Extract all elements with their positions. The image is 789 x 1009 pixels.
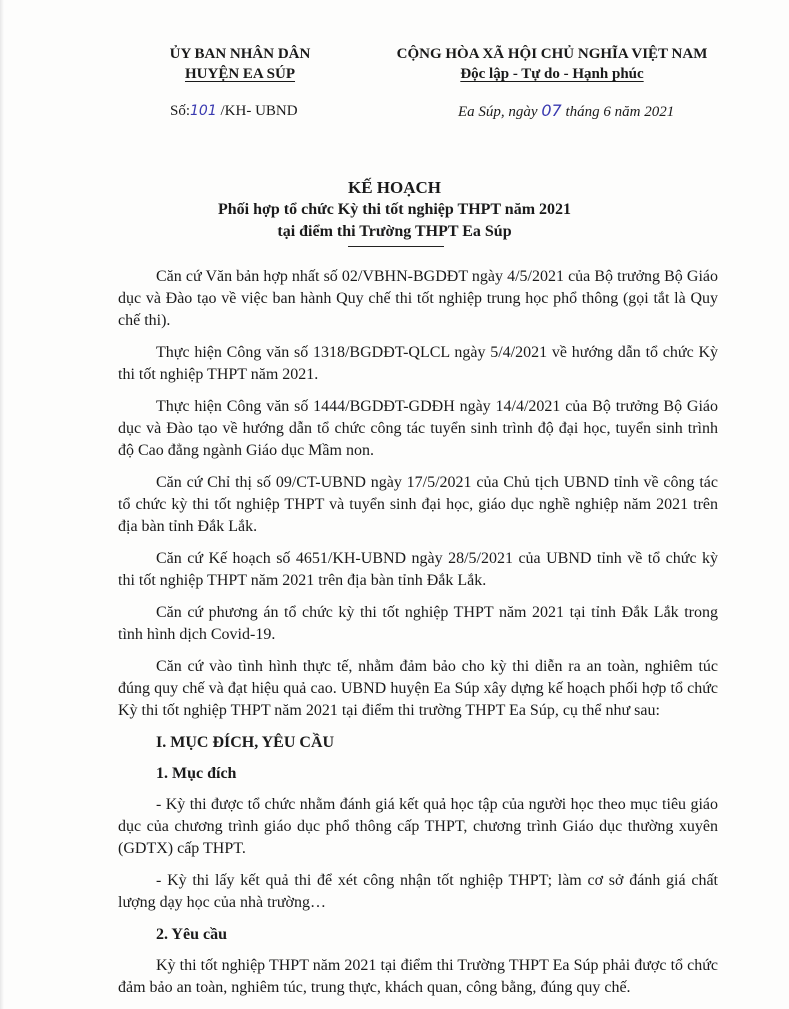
doc-number-handwritten: 101: [190, 103, 217, 119]
doc-number-suffix: /KH- UBND: [216, 103, 298, 119]
document-title: [0, 177, 789, 243]
title-line-2: Phối hợp tổ chức Kỳ thi tốt nghiệp THPT năm 2021: [217, 201, 572, 218]
country-name: CỘNG HÒA XÃ HỘI CHỦ NGHĨA VIỆT NAM: [396, 46, 708, 62]
paragraph-3: Thực hiện Công văn số 1444/BGDĐT-GDĐH ngày 14/4/2021 của Bộ trưởng Bộ Giáo dục và Đào tạo về hướng dẫn tổ chức công tác tuyển sinh trình độ đại học, tuyển sinh trình độ Cao đẳng ngành Giáo dục Mầm non.: [118, 398, 718, 459]
paragraph-1: Căn cứ Văn bản hợp nhất số 02/VBHN-BGDĐT ngày 4/5/2021 của Bộ trưởng Bộ Giáo dục và Đào tạo về việc ban hành Quy chế thi tốt nghiệp trung học phổ thông (gọi tắt là Quy chế thi).: [118, 268, 718, 329]
authority-line-1: ỦY BAN NHÂN DÂN: [169, 46, 311, 62]
paragraph-5: Căn cứ Kế hoạch số 4651/KH-UBND ngày 28/5/2021 của UBND tỉnh về tổ chức kỳ thi tốt nghiệp THPT năm 2021 trên địa bàn tỉnh Đắk Lắk.: [118, 550, 718, 589]
section-heading-1: I. MỤC ĐÍCH, YÊU CẦU: [156, 734, 335, 751]
paragraph-6: Căn cứ phương án tổ chức kỳ thi tốt nghiệp THPT năm 2021 tại tỉnh Đắk Lắk trong tình hình dịch Covid-19.: [118, 604, 718, 643]
title-line-3: tại điểm thi Trường THPT Ea Súp: [277, 223, 512, 240]
paragraph-8: - Kỳ thi được tổ chức nhằm đánh giá kết quả học tập của người học theo mục tiêu giáo dục của chương trình giáo dục phổ thông cấp THPT, chương trình Giáo dục thường xuyên (GDTX) cấp THPT.: [118, 796, 718, 857]
document-body: [118, 266, 718, 1009]
date-suffix: tháng 6 năm 2021: [561, 104, 675, 120]
paragraph-7: Căn cứ vào tình hình thực tế, nhằm đảm bảo cho kỳ thi diễn ra an toàn, nghiêm túc đúng quy chế và đạt hiệu quả cao. UBND huyện Ea Súp xây dựng kế hoạch phối hợp tổ chức Kỳ thi tốt nghiệp THPT năm 2021 tại điểm thi trường THPT Ea Súp, cụ thể như sau:: [118, 658, 718, 719]
document-date: [458, 101, 674, 122]
title-line-1: KẾ HOẠCH: [347, 178, 442, 197]
paragraph-10: Kỳ thi tốt nghiệp THPT năm 2021 tại điểm thi Trường THPT Ea Súp phải được tổ chức đảm bảo an toàn, nghiêm túc, trung thực, khách quan, công bằng, đúng quy chế.: [118, 957, 718, 996]
doc-number-prefix: Số:: [170, 103, 191, 119]
date-day-handwritten: 07: [541, 101, 562, 120]
title-underline: [348, 246, 444, 247]
paragraph-4: Căn cứ Chỉ thị số 09/CT-UBND ngày 17/5/2021 của Chủ tịch UBND tỉnh về công tác tổ chức kỳ thi tốt nghiệp THPT và tuyển sinh đại học, giáo dục nghề nghiệp năm 2021 trên địa bàn tỉnh Đắk Lắk.: [118, 474, 718, 535]
paragraph-2: Thực hiện Công văn số 1318/BGDĐT-QLCL ngày 5/4/2021 về hướng dẫn tổ chức Kỳ thi tốt nghiệp THPT năm 2021.: [118, 344, 718, 383]
subheading-purpose: 1. Mục đích: [156, 765, 237, 782]
motto: Độc lập - Tự do - Hạnh phúc: [460, 66, 644, 82]
paragraph-9: - Kỳ thi lấy kết quả thi để xét công nhận tốt nghiệp THPT; làm cơ sở đánh giá chất lượng dạy học của nhà trường…: [118, 872, 718, 911]
subheading-requirements: 2. Yêu cầu: [156, 926, 227, 943]
date-prefix: Ea Súp, ngày: [458, 104, 542, 120]
scan-edge: [0, 0, 4, 1009]
national-motto: [382, 44, 722, 84]
authority-line-2: HUYỆN EA SÚP: [184, 66, 296, 82]
issuing-authority: [140, 44, 340, 84]
document-number: [170, 101, 298, 121]
